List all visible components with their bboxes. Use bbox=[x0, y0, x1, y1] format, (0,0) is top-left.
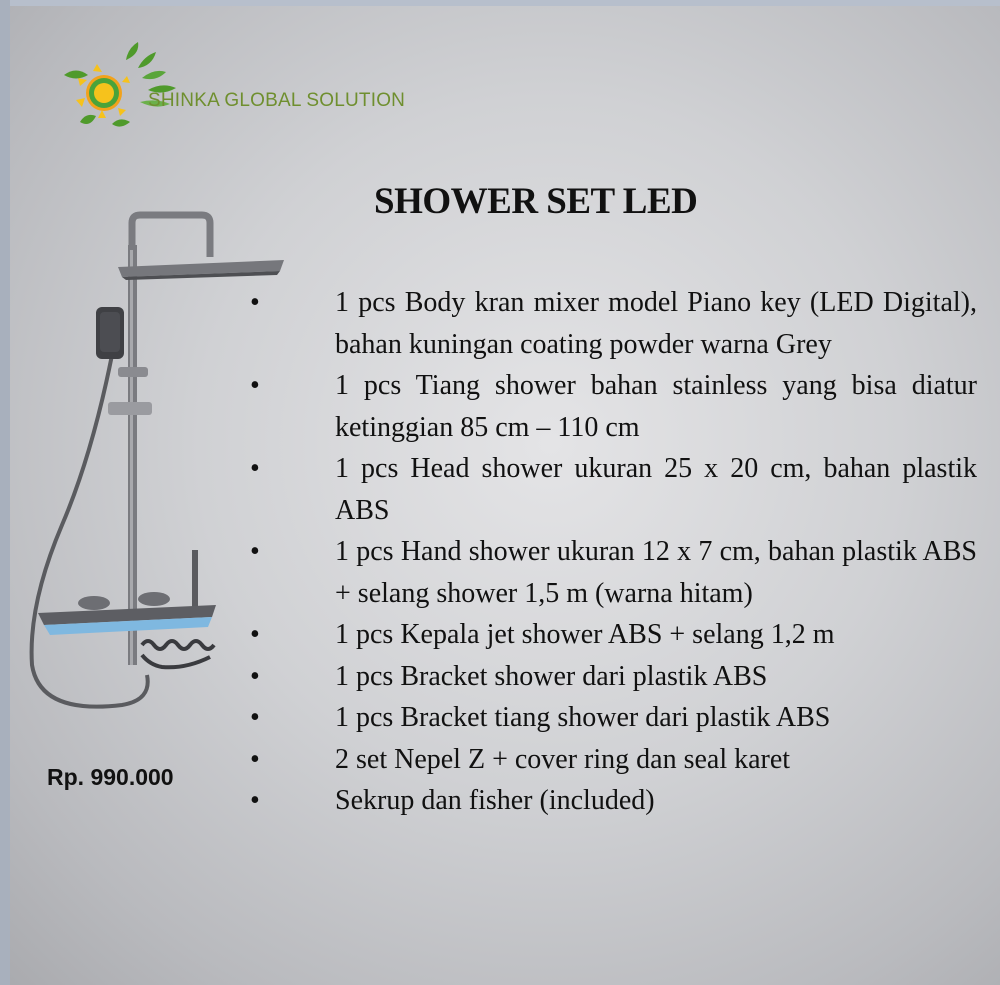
list-item bbox=[0, 656, 977, 698]
list-item bbox=[0, 282, 977, 365]
feature-text: 1 pcs Hand shower ukuran 12 x 7 cm, bahan plastik ABS + selang shower 1,5 m (warna hitam) bbox=[335, 536, 977, 609]
list-item bbox=[0, 531, 977, 614]
bullet: • bbox=[250, 743, 260, 775]
bullet: • bbox=[250, 536, 260, 567]
feature-text: Sekrup dan fisher (included) bbox=[335, 785, 655, 816]
price-label: Rp. 990.000 bbox=[47, 764, 174, 790]
feature-text: 1 pcs Kepala jet shower ABS + selang 1,2 m bbox=[335, 619, 835, 650]
list-item bbox=[0, 614, 977, 656]
feature-list bbox=[0, 282, 1000, 822]
feature-text: 1 pcs Bracket shower dari plastik ABS bbox=[335, 660, 768, 692]
top-border bbox=[0, 0, 1000, 6]
feature-text: 1 pcs Body kran mixer model Piano key (LED Digital), bahan kuningan coating powder warna Grey bbox=[335, 287, 977, 360]
list-item bbox=[0, 448, 977, 531]
bullet: • bbox=[250, 785, 260, 816]
list-item bbox=[0, 365, 977, 448]
bullet: • bbox=[250, 453, 260, 484]
feature-text: 1 pcs Bracket tiang shower dari plastik ABS bbox=[335, 702, 831, 733]
list-item bbox=[0, 697, 977, 739]
feature-text: 1 pcs Head shower ukuran 25 x 20 cm, bahan plastik ABS bbox=[335, 453, 977, 526]
bullet: • bbox=[250, 287, 260, 318]
bullet: • bbox=[250, 370, 260, 401]
feature-text: 2 set Nepel Z + cover ring dan seal karet bbox=[335, 743, 791, 775]
page-title: SHOWER SET LED bbox=[374, 181, 698, 222]
bullet: • bbox=[250, 619, 260, 650]
brand-name: SHINKA GLOBAL SOLUTION bbox=[148, 90, 406, 111]
bullet: • bbox=[250, 702, 260, 733]
bullet: • bbox=[250, 660, 260, 692]
list-item bbox=[0, 739, 977, 781]
list-item bbox=[0, 780, 977, 822]
sun-leaves-icon bbox=[64, 42, 176, 127]
feature-text: 1 pcs Tiang shower bahan stainless yang bisa diatur ketinggian 85 cm – 110 cm bbox=[335, 370, 977, 443]
